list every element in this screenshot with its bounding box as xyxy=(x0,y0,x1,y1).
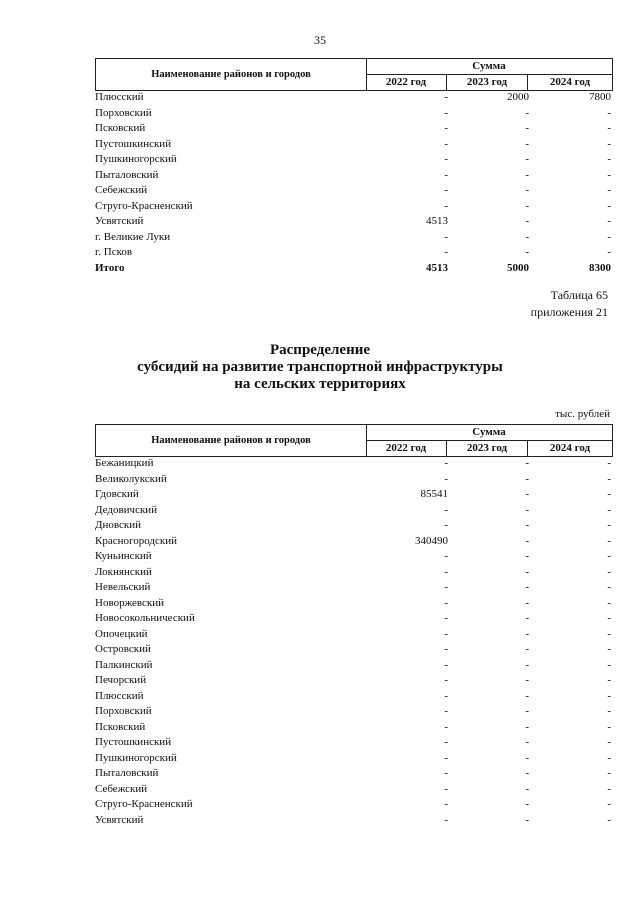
column-header-2022: 2022 год xyxy=(366,75,447,90)
table-body xyxy=(95,457,613,829)
column-header-2022: 2022 год xyxy=(366,441,447,456)
district-name: Пустошкинский xyxy=(95,137,172,150)
value-2022: 340490 xyxy=(415,534,448,547)
value-2023: - xyxy=(525,674,529,686)
table-header xyxy=(95,424,613,457)
value-2022: - xyxy=(444,751,448,764)
value-2022: - xyxy=(444,184,448,196)
district-name: Себежский xyxy=(95,782,148,795)
value-2022: - xyxy=(444,168,448,181)
value-2023: - xyxy=(525,643,529,655)
value-2022: - xyxy=(444,457,448,469)
district-name: Гдовский xyxy=(95,488,139,500)
value-2022: - xyxy=(444,565,448,578)
value-2022: - xyxy=(444,658,448,671)
title-line-1: Распределение xyxy=(269,342,371,358)
value-2023: - xyxy=(525,519,529,531)
district-name: Усвятский xyxy=(95,813,144,826)
table-caption xyxy=(531,287,608,321)
value-2023: - xyxy=(525,705,529,717)
value-2024: - xyxy=(607,596,611,609)
table-row xyxy=(95,659,613,675)
district-name: Псковский xyxy=(95,122,146,134)
table-row xyxy=(95,138,613,154)
table-total-row xyxy=(95,262,613,278)
table-row xyxy=(95,457,613,473)
district-name: г. Псков xyxy=(95,246,133,258)
value-2022: - xyxy=(444,782,448,795)
value-2024: - xyxy=(607,627,611,640)
value-2022: - xyxy=(444,736,448,748)
table-row xyxy=(95,550,613,566)
value-2022: - xyxy=(444,674,448,686)
district-name: Опочецкий xyxy=(95,627,148,640)
value-2024: - xyxy=(607,736,611,748)
value-2023: - xyxy=(525,767,529,779)
value-2024: - xyxy=(607,488,611,500)
table-continued xyxy=(95,58,613,277)
value-2022: - xyxy=(444,91,448,103)
table-row xyxy=(95,752,613,768)
value-2024: - xyxy=(607,550,611,562)
table-number: Таблица 65 xyxy=(550,288,608,302)
column-header-2024: 2024 год xyxy=(549,76,591,88)
value-2023: - xyxy=(525,782,529,795)
value-2023: - xyxy=(525,503,529,516)
value-2024: - xyxy=(607,153,611,165)
table-row xyxy=(95,215,613,231)
value-2023: - xyxy=(525,736,529,748)
value-2023: - xyxy=(525,565,529,578)
value-2022: - xyxy=(444,798,448,810)
value-2024: - xyxy=(607,643,611,655)
value-2024: - xyxy=(607,767,611,779)
value-2023: - xyxy=(525,596,529,609)
value-2022: - xyxy=(444,472,448,485)
value-2024: - xyxy=(607,199,611,212)
value-2024: - xyxy=(607,122,611,134)
value-2023: - xyxy=(525,689,529,702)
total-2023: 5000 xyxy=(507,261,529,274)
value-2022: - xyxy=(444,581,448,593)
district-name: Струго-Красненский xyxy=(95,199,193,212)
district-name: Новоржевский xyxy=(95,596,165,609)
district-name: Порховский xyxy=(95,106,152,119)
value-2022: 4513 xyxy=(426,215,448,227)
table-row xyxy=(95,690,613,706)
district-name: Великолукский xyxy=(95,472,167,485)
value-2022: - xyxy=(444,767,448,779)
table-row xyxy=(95,721,613,737)
table-row xyxy=(95,153,613,169)
table-row xyxy=(95,798,613,814)
value-2024: - xyxy=(607,813,611,826)
value-2023: - xyxy=(525,106,529,119)
value-2024: - xyxy=(607,106,611,119)
value-2022: - xyxy=(444,720,448,733)
unit-label: тыс. рублей xyxy=(555,408,610,420)
district-name: Дновский xyxy=(95,519,142,531)
value-2023: - xyxy=(525,122,529,134)
district-name: Усвятский xyxy=(95,215,144,227)
table-row xyxy=(95,488,613,504)
value-2022: - xyxy=(444,137,448,150)
value-2024: - xyxy=(607,472,611,485)
value-2024: 7800 xyxy=(589,91,611,103)
value-2022: - xyxy=(444,519,448,531)
district-name: Пустошкинский xyxy=(95,736,172,748)
district-name: Островский xyxy=(95,643,151,655)
value-2022: - xyxy=(444,550,448,562)
column-header-2024: 2024 год xyxy=(549,442,591,454)
value-2024: - xyxy=(607,689,611,702)
table-row xyxy=(95,767,613,783)
table-row xyxy=(95,736,613,752)
value-2022: - xyxy=(444,199,448,212)
value-2022: - xyxy=(444,643,448,655)
value-2023: - xyxy=(525,230,529,243)
district-name: Пушкиногорский xyxy=(95,751,177,764)
district-name: Красногородский xyxy=(95,534,178,547)
table-row xyxy=(95,246,613,262)
value-2023: - xyxy=(525,658,529,671)
table-row xyxy=(95,231,613,247)
value-2022: - xyxy=(444,705,448,717)
table-row xyxy=(95,643,613,659)
column-header-2023: 2023 год xyxy=(447,441,528,456)
value-2024: - xyxy=(607,658,611,671)
district-name: Палкинский xyxy=(95,658,153,671)
value-2022: - xyxy=(444,106,448,119)
value-2024: - xyxy=(607,565,611,578)
value-2022: - xyxy=(444,122,448,134)
table-row xyxy=(95,597,613,613)
table-row xyxy=(95,566,613,582)
table-row xyxy=(95,504,613,520)
value-2023: - xyxy=(525,184,529,196)
value-2022: - xyxy=(444,612,448,624)
value-2024: - xyxy=(607,720,611,733)
district-name: Плюсский xyxy=(95,91,144,103)
value-2023: - xyxy=(525,199,529,212)
district-name: Невельский xyxy=(95,581,151,593)
value-2022: - xyxy=(444,246,448,258)
district-name: г. Великие Луки xyxy=(95,230,171,243)
value-2023: - xyxy=(525,534,529,547)
value-2023: - xyxy=(525,488,529,500)
value-2024: - xyxy=(607,705,611,717)
table-body xyxy=(95,91,613,262)
value-2024: - xyxy=(607,215,611,227)
value-2024: - xyxy=(607,612,611,624)
value-2024: - xyxy=(607,457,611,469)
column-header-2023: 2023 год xyxy=(447,75,528,90)
district-name: Струго-Красненский xyxy=(95,798,193,810)
column-header-name: Наименование районов и городов xyxy=(96,59,367,90)
value-2023: - xyxy=(525,813,529,826)
district-name: Пыталовский xyxy=(95,767,159,779)
table-row xyxy=(95,628,613,644)
value-2024: - xyxy=(607,674,611,686)
column-header-name: Наименование районов и городов xyxy=(96,425,367,456)
value-2022: - xyxy=(444,153,448,165)
table-row xyxy=(95,200,613,216)
district-name: Новосокольнический xyxy=(95,612,195,624)
total-2022: 4513 xyxy=(426,261,448,274)
value-2024: - xyxy=(607,782,611,795)
table-subsidies xyxy=(95,424,613,829)
value-2022: 85541 xyxy=(420,488,448,500)
table-row xyxy=(95,122,613,138)
value-2023: 2000 xyxy=(507,91,529,103)
value-2022: - xyxy=(444,689,448,702)
value-2023: - xyxy=(525,168,529,181)
title-line-3: на сельских территориях xyxy=(234,376,406,392)
value-2024: - xyxy=(607,230,611,243)
value-2023: - xyxy=(525,215,529,227)
district-name: Плюсский xyxy=(95,689,144,702)
value-2023: - xyxy=(525,612,529,624)
value-2023: - xyxy=(525,457,529,469)
table-row xyxy=(95,612,613,628)
district-name: Куньинский xyxy=(95,550,152,562)
column-header-sum: Сумма xyxy=(366,59,612,75)
value-2022: - xyxy=(444,503,448,516)
table-row xyxy=(95,674,613,690)
value-2023: - xyxy=(525,798,529,810)
district-name: Печорский xyxy=(95,674,147,686)
table-row xyxy=(95,91,613,107)
table-row xyxy=(95,107,613,123)
page-number: 35 xyxy=(314,33,326,47)
value-2023: - xyxy=(525,246,529,258)
table-row xyxy=(95,783,613,799)
district-name: Псковский xyxy=(95,720,146,733)
district-name: Порховский xyxy=(95,705,152,717)
table-row xyxy=(95,169,613,185)
value-2024: - xyxy=(607,798,611,810)
value-2022: - xyxy=(444,813,448,826)
value-2022: - xyxy=(444,596,448,609)
value-2024: - xyxy=(607,246,611,258)
table-header xyxy=(95,58,613,91)
district-name: Дедовичский xyxy=(95,503,158,516)
column-header-sum: Сумма xyxy=(366,425,612,441)
value-2023: - xyxy=(525,550,529,562)
value-2024: - xyxy=(607,581,611,593)
value-2024: - xyxy=(607,519,611,531)
appendix-number: приложения 21 xyxy=(530,305,608,319)
district-name: Пыталовский xyxy=(95,168,159,181)
section-title xyxy=(0,342,640,393)
value-2023: - xyxy=(525,137,529,150)
district-name: Бежаницкий xyxy=(95,457,154,469)
value-2023: - xyxy=(525,472,529,485)
table-row xyxy=(95,581,613,597)
total-2024: 8300 xyxy=(589,261,611,274)
value-2024: - xyxy=(607,751,611,764)
table-row xyxy=(95,814,613,830)
table-row xyxy=(95,535,613,551)
table-row xyxy=(95,473,613,489)
value-2023: - xyxy=(525,751,529,764)
title-line-2: субсидий на развитие транспортной инфраструктуры xyxy=(137,359,503,375)
value-2024: - xyxy=(607,137,611,150)
district-name: Себежский xyxy=(95,184,148,196)
table-row xyxy=(95,705,613,721)
table-row xyxy=(95,519,613,535)
table-row xyxy=(95,184,613,200)
value-2024: - xyxy=(607,184,611,196)
value-2022: - xyxy=(444,230,448,243)
value-2022: - xyxy=(444,627,448,640)
total-label: Итого xyxy=(95,261,125,274)
value-2024: - xyxy=(607,503,611,516)
district-name: Пушкиногорский xyxy=(95,153,177,165)
value-2024: - xyxy=(607,534,611,547)
value-2023: - xyxy=(525,720,529,733)
value-2023: - xyxy=(525,627,529,640)
value-2024: - xyxy=(607,168,611,181)
value-2023: - xyxy=(525,581,529,593)
district-name: Локнянский xyxy=(95,565,152,578)
value-2023: - xyxy=(525,153,529,165)
